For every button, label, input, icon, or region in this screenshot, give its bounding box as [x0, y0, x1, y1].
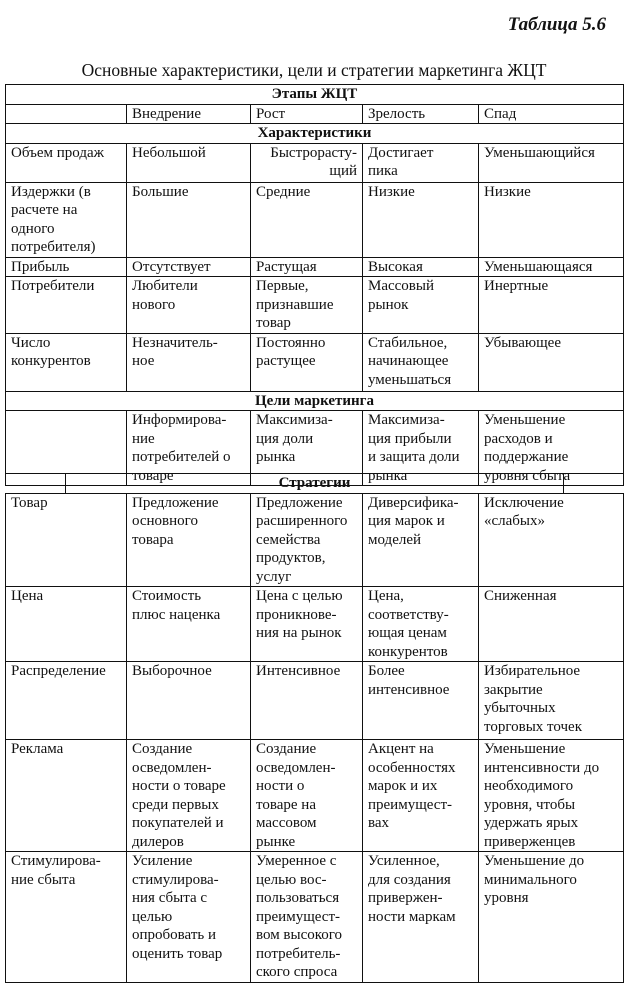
cell: Постоянно растущее — [251, 333, 363, 391]
table-row — [6, 587, 624, 662]
cell: Уменьшение до минимального уровня — [479, 852, 624, 983]
cell: Уменьшение интенсивности до необходимого уровня, чтобы удержать ярых приверженцев — [479, 740, 624, 852]
stage-decline: Спад — [479, 104, 624, 124]
cell: Достигает пика — [363, 143, 479, 182]
cell: Растущая — [251, 257, 363, 277]
cell: Избирательное закрытие убыточных торговых точек — [479, 662, 624, 740]
cell: Акцент на особенностях марок и их преимущест- вах — [363, 740, 479, 852]
cell: Отсутствует — [127, 257, 251, 277]
cell — [6, 104, 127, 124]
row-label: Прибыль — [6, 257, 127, 277]
cell: Максимиза- ция прибыли и защита доли рынка — [363, 411, 479, 486]
cell: Уменьшающийся — [479, 143, 624, 182]
cell: Стоимость плюс наценка — [127, 587, 251, 662]
goals-header: Цели маркетинга — [6, 391, 624, 411]
row-label: Стимулирова- ние сбыта — [6, 852, 127, 983]
table-row — [6, 333, 624, 391]
lifecycle-table-top — [5, 84, 624, 486]
cell: Информирова- ние потребителей о товаре — [127, 411, 251, 486]
cell: Первые, признавшие товар — [251, 277, 363, 334]
cell: Исключение «слабых» — [479, 493, 624, 587]
cell: Высокая — [363, 257, 479, 277]
cell: Убывающее — [479, 333, 624, 391]
stage-maturity: Зрелость — [363, 104, 479, 124]
cell: Максимиза- ция доли рынка — [251, 411, 363, 486]
cell: Любители нового — [127, 277, 251, 334]
cell: Диверсифика- ция марок и моделей — [363, 493, 479, 587]
cell: Умеренное с целью вос- пользоваться преимущест- вом высокого потребитель- ского спроса — [251, 852, 363, 983]
strategies-header: Стратегии — [66, 474, 564, 494]
cell: Создание осведомлен- ности о товаре среди первых покупателей и дилеров — [127, 740, 251, 852]
cell: Стабильное, начинающее уменьшаться — [363, 333, 479, 391]
cell: Низкие — [479, 182, 624, 257]
table-row — [6, 143, 624, 182]
cell: Предложение основного товара — [127, 493, 251, 587]
cell: Выборочное — [127, 662, 251, 740]
row-label: Объем продаж — [6, 143, 127, 182]
table-row — [6, 493, 624, 587]
cell: Средние — [251, 182, 363, 257]
cell: Низкие — [363, 182, 479, 257]
table-row — [6, 182, 624, 257]
cell: Массовый рынок — [363, 277, 479, 334]
row-label: Издержки (в расчете на одного потребителя) — [6, 182, 127, 257]
table-row — [6, 662, 624, 740]
lifecycle-table-strategies — [5, 473, 624, 983]
cell: Незначитель- ное — [127, 333, 251, 391]
row-label: Потребители — [6, 277, 127, 334]
stage-introduction: Внедрение — [127, 104, 251, 124]
row-label: Распределение — [6, 662, 127, 740]
cell: Сниженная — [479, 587, 624, 662]
table-caption: Таблица 5.6 — [507, 14, 606, 35]
stages-row — [6, 104, 624, 124]
cell: Уменьшающаяся — [479, 257, 624, 277]
cell: Более интенсивное — [363, 662, 479, 740]
cell: Небольшой — [127, 143, 251, 182]
row-label: Цена — [6, 587, 127, 662]
cell: Создание осведомлен- ности о товаре на массовом рынке — [251, 740, 363, 852]
cell: Усиление стимулирова- ния сбыта с целью опробовать и оценить товар — [127, 852, 251, 983]
cell: Усиленное, для создания привержен- ности маркам — [363, 852, 479, 983]
table-row — [6, 740, 624, 852]
cell: Интенсивное — [251, 662, 363, 740]
cell: Большие — [127, 182, 251, 257]
row-label: Реклама — [6, 740, 127, 852]
table-row — [6, 277, 624, 334]
stages-header: Этапы ЖЦТ — [6, 85, 624, 105]
stage-growth: Рост — [251, 104, 363, 124]
cell: Предложение расширенного семейства продуктов, услуг — [251, 493, 363, 587]
row-label: Число конкурентов — [6, 333, 127, 391]
table-row — [6, 852, 624, 983]
cell: Уменьшение расходов и поддержание уровня сбыта — [479, 411, 624, 486]
cell: Инертные — [479, 277, 624, 334]
cell: Быстрорасту- щий — [251, 143, 363, 182]
cell: Цена, соответству- ющая ценам конкурентов — [363, 587, 479, 662]
table-row — [6, 257, 624, 277]
row-label: Товар — [6, 493, 127, 587]
characteristics-header: Характеристики — [6, 124, 624, 144]
table-title: Основные характеристики, цели и стратегии маркетинга ЖЦТ — [81, 60, 547, 80]
cell: Цена с целью проникнове- ния на рынок — [251, 587, 363, 662]
